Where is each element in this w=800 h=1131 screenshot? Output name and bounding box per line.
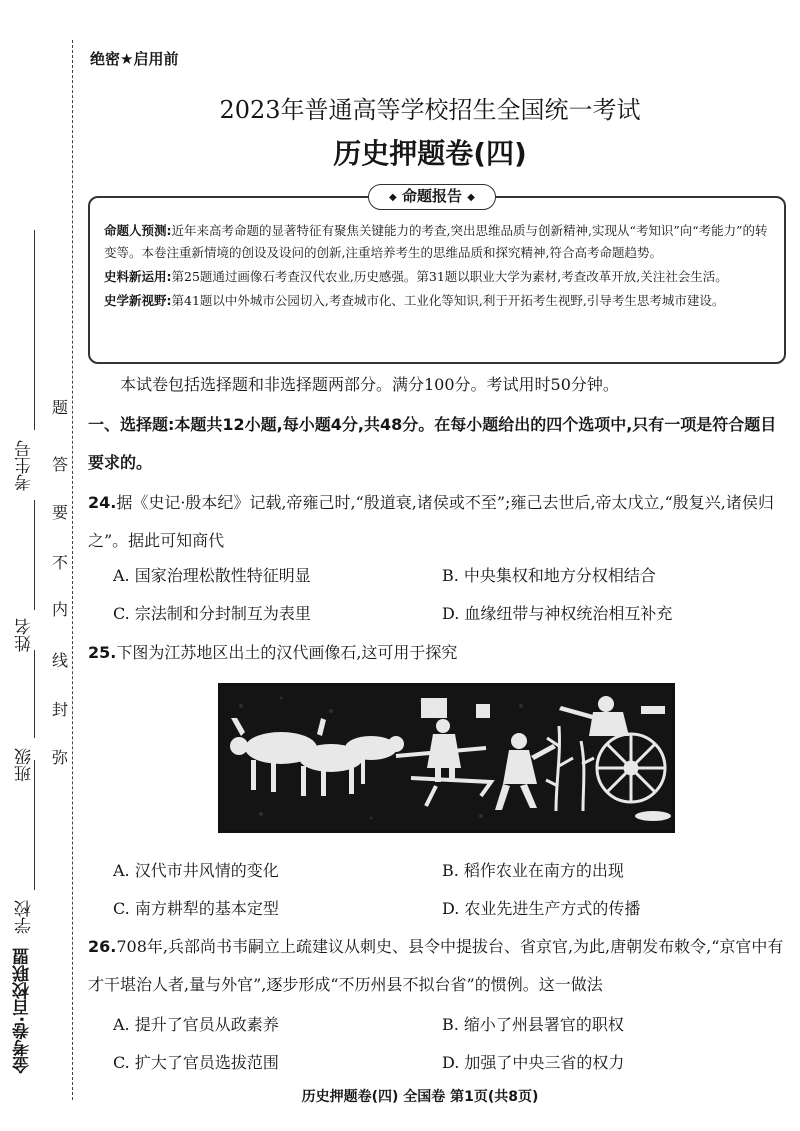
seal-dashed-line	[72, 40, 73, 1100]
report-item-text: 第25题通过画像石考查汉代农业,历史感强。第31题以职业大学为素材,考查改革开放,关注社会生活。	[171, 269, 728, 284]
option-b: B. 稻作农业在南方的出现	[442, 861, 624, 880]
exam-no-fill-line	[34, 230, 35, 430]
seal-char: 不	[52, 553, 69, 572]
diamond-icon: ◆	[467, 192, 475, 203]
option-a: A. 提升了官员从政素养	[113, 1015, 279, 1034]
tag-rule-left	[300, 196, 366, 198]
exam-title: 2023年普通高等学校招生全国统一考试	[219, 96, 641, 124]
option-d: D. 加强了中央三省的权力	[442, 1053, 625, 1072]
report-item	[104, 290, 770, 312]
school-label: 学校	[15, 900, 35, 934]
option-a: A. 汉代市井风情的变化	[113, 861, 279, 880]
question-stem: 据《史记·殷本纪》记载,帝雍己时,“殷道衰,诸侯或不至”;雍己去世后,帝太戊立,“殷复兴,诸侯归之”。据此可知商代	[88, 493, 774, 550]
report-item-label: 史学新视野:	[104, 293, 172, 308]
option-b: B. 缩小了州县署官的职权	[442, 1015, 624, 1034]
name-fill-line	[34, 500, 35, 610]
option-d: D. 农业先进生产方式的传播	[442, 899, 641, 918]
seal-char: 线	[52, 651, 69, 670]
question-number: 24.	[88, 493, 117, 512]
exam-no-label: 考生号	[15, 440, 35, 491]
relief-drawing	[221, 686, 672, 830]
report-item-label: 史料新运用:	[104, 269, 172, 284]
option-c: C. 宗法制和分封制互为表里	[113, 604, 311, 623]
question-stem: 下图为江苏地区出土的汉代画像石,这可用于探究	[116, 643, 458, 662]
seal-char: 弥	[52, 748, 69, 767]
paper-intro: 本试卷包括选择题和非选择题两部分。满分100分。考试用时50分钟。	[120, 375, 619, 394]
section-title: 一、选择题:本题共12小题,每小题4分,共48分。在每小题给出的四个选项中,只有一项是符合题目要求的。	[88, 415, 777, 472]
option-b: B. 中央集权和地方分权相结合	[442, 566, 656, 585]
report-item-text: 近年来高考命题的显著特征有聚焦关键能力的考查,突出思维品质与创新精神,实现从“考知识”向“考能力”的转变等。本卷注重新情境的创设及设问的创新,注重培养考生的思维品质和探究精神,符合高考命题趋势。	[104, 223, 768, 260]
question-number: 26.	[88, 937, 117, 956]
paper-title: 历史押题卷(四)	[333, 137, 527, 170]
seal-char: 内	[52, 600, 69, 619]
report-tag-label: 命题报告	[401, 187, 462, 205]
seal-char: 封	[52, 700, 69, 719]
question-number: 25.	[88, 643, 117, 662]
question-25	[88, 634, 788, 672]
seal-char: 要	[52, 503, 69, 522]
report-item-text: 第41题以中外城市公园切入,考查城市化、工业化等知识,利于开拓考生视野,引导考生思考城市建设。	[171, 293, 725, 308]
diamond-icon: ◆	[389, 192, 397, 203]
seal-char: 答	[52, 455, 69, 474]
question-stem: 708年,兵部尚书韦嗣立上疏建议从刺史、县令中提拔台、省京官,为此,唐朝发布敕令,“京官中有才干堪治人者,量与外官”,逐步形成“不历州县不拟台省”的惯例。这一做法	[88, 937, 784, 994]
class-label: 班级	[15, 748, 35, 782]
alliance-label: 金考卷·百校联盟	[13, 948, 33, 1074]
name-label: 姓名	[15, 618, 35, 652]
report-item-label: 命题人预测:	[104, 223, 172, 238]
option-c: C. 扩大了官员选拔范围	[113, 1053, 279, 1072]
tag-rule-right	[498, 196, 564, 198]
report-tag	[368, 184, 496, 210]
page-footer: 历史押题卷(四) 全国卷 第1页(共8页)	[301, 1089, 539, 1105]
option-c: C. 南方耕犁的基本定型	[113, 899, 279, 918]
report-item	[104, 266, 770, 288]
confidential-label: 绝密★启用前	[90, 50, 179, 68]
question-26	[88, 928, 788, 1004]
class-fill-line	[34, 650, 35, 738]
han-stone-relief-image	[218, 683, 675, 833]
seal-char: 题	[52, 398, 69, 417]
option-a: A. 国家治理松散性特征明显	[113, 566, 311, 585]
option-d: D. 血缘纽带与神权统治相互补充	[442, 604, 673, 623]
question-24	[88, 484, 788, 560]
report-item	[104, 220, 770, 264]
report-box	[88, 196, 786, 364]
